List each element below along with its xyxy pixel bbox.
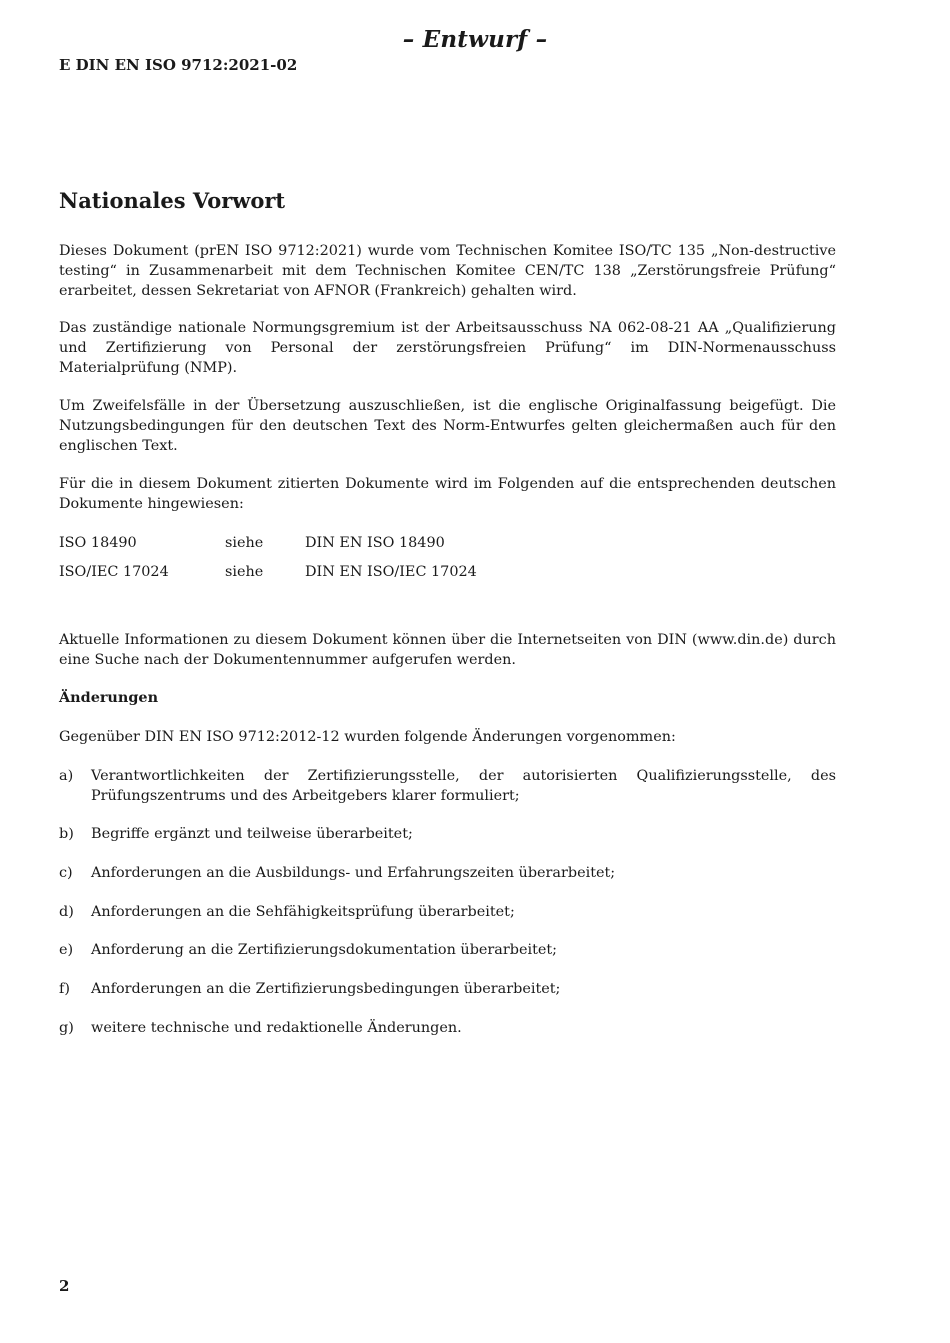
list-item-text: Anforderungen an die Zertifizierungsbedingungen überarbeitet; — [91, 981, 561, 997]
reference-relation: siehe — [225, 564, 264, 580]
paragraph-references-intro: Für die in diesem Dokument zitierten Dokumente wird im Folgenden auf die entsprechenden deutschen Dokumente hingewiesen: — [59, 476, 836, 512]
paragraph-info: Aktuelle Informationen zu diesem Dokument können über die Internetseiten von DIN (www.din.de) durch eine Suche nach der Dokumentennummer aufgerufen werden. — [59, 632, 836, 668]
list-marker: b) — [59, 826, 74, 842]
list-marker: d) — [59, 904, 74, 920]
reference-relation: siehe — [225, 535, 264, 551]
document-id: E DIN EN ISO 9712:2021-02 — [59, 56, 298, 74]
reference-target: DIN EN ISO/IEC 17024 — [305, 564, 477, 580]
list-item-text: Anforderungen an die Sehfähigkeitsprüfung überarbeitet; — [91, 904, 515, 920]
paragraph-translation: Um Zweifelsfälle in der Übersetzung auszuschließen, ist die englische Originalfassung beigefügt. Die Nutzungsbedingungen für den deutschen Text des Norm-Entwurfes gelten gleichermaßen auch für den englischen Text. — [59, 398, 836, 454]
paragraph-committee: Dieses Dokument (prEN ISO 9712:2021) wurde vom Technischen Komitee ISO/TC 135 „Non-destructive testing“ in Zusammenarbeit mit dem Technischen Komitee CEN/TC 138 „Zerstörungsfreie Prüfung“ erarbeitet, dessen Sekretariat von AFNOR (Frankreich) gehalten wird. — [59, 243, 836, 299]
list-marker: f) — [59, 981, 70, 997]
list-marker: a) — [59, 768, 74, 784]
paragraph-national-body: Das zuständige nationale Normungsgremium ist der Arbeitsausschuss NA 062-08-21 AA „Qualifizierung und Zertifizierung von Personal der zerstörungsfreien Prüfung“ im DIN-Normenausschuss Materialprüfung (NMP). — [59, 320, 836, 376]
changes-heading: Änderungen — [59, 689, 159, 706]
list-item-text: Anforderung an die Zertifizierungsdokumentation überarbeitet; — [91, 942, 558, 958]
list-item — [59, 766, 836, 806]
list-marker: e) — [59, 942, 74, 958]
list-item-text: Begriffe ergänzt und teilweise überarbeitet; — [91, 826, 413, 842]
list-item-text: Verantwortlichkeiten der Zertifizierungsstelle, der autorisierten Qualifizierungsstelle, des Prüfungszentrums und des Arbeitgebers klarer formuliert; — [91, 768, 836, 804]
page-number: 2 — [59, 1277, 70, 1295]
reference-target: DIN EN ISO 18490 — [305, 535, 445, 551]
list-marker: c) — [59, 865, 73, 881]
changes-intro: Gegenüber DIN EN ISO 9712:2012-12 wurden folgende Änderungen vorgenommen: — [59, 729, 676, 745]
list-marker: g) — [59, 1020, 74, 1036]
list-item-text: weitere technische und redaktionelle Änderungen. — [91, 1020, 462, 1036]
reference-source: ISO 18490 — [59, 535, 137, 551]
draft-label: – Entwurf – — [402, 26, 548, 53]
reference-source: ISO/IEC 17024 — [59, 564, 169, 580]
list-item-text: Anforderungen an die Ausbildungs- und Erfahrungszeiten überarbeitet; — [91, 865, 616, 881]
section-title: Nationales Vorwort — [59, 188, 286, 213]
